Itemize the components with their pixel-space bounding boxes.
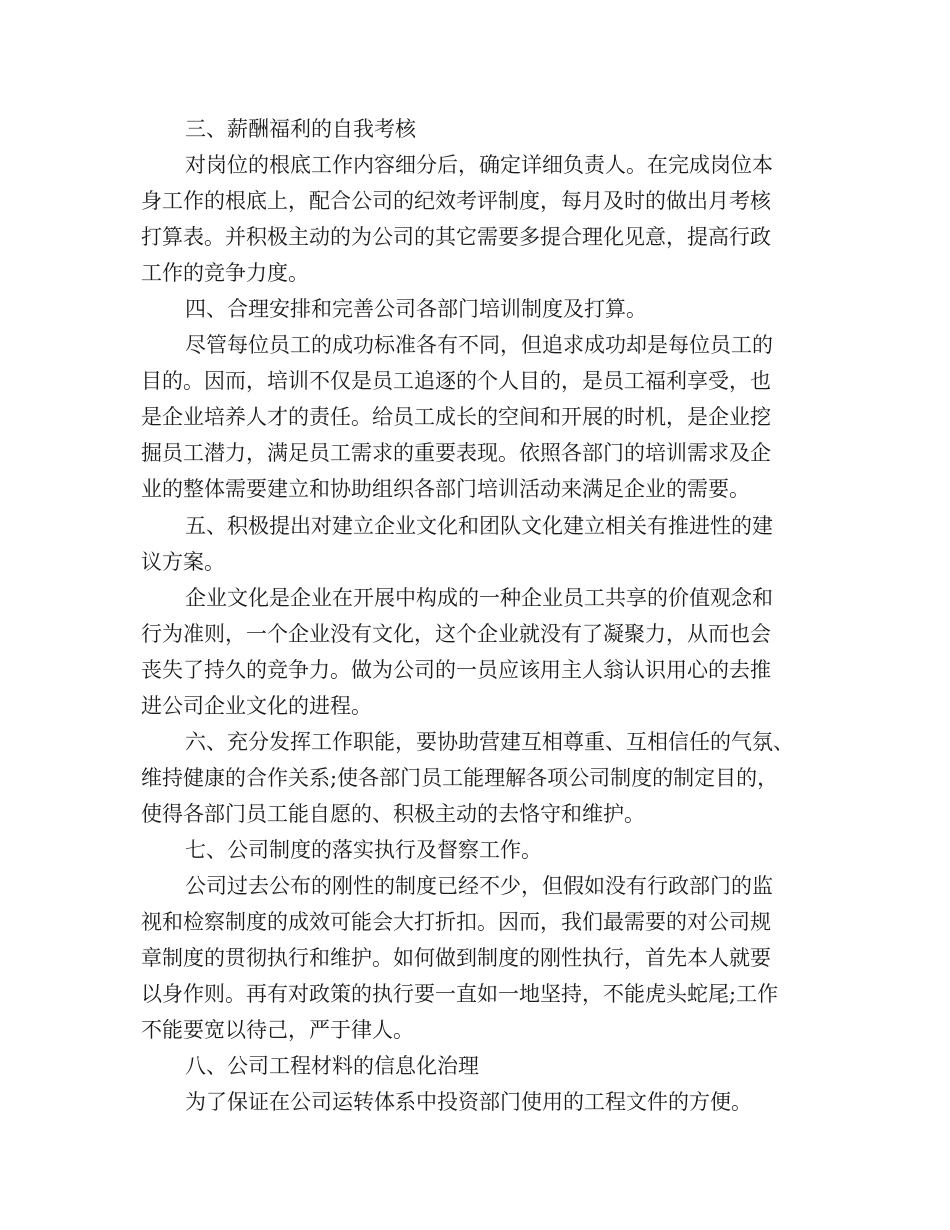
paragraph-line: 行为准则，一个企业没有文化，这个企业就没有了凝聚力，从而也会: [141, 622, 771, 646]
section-heading-5-continued: 议方案。: [141, 550, 225, 574]
paragraph-line: 不能要宽以待己，严于律人。: [141, 1018, 414, 1042]
paragraph-line: 工作的竞争力度。: [141, 261, 309, 285]
paragraph-line: 以身作则。再有对政策的执行要一直如一地坚持，不能虎头蛇尾;工作: [141, 982, 779, 1006]
paragraph-line: 视和检察制度的成效可能会大打折扣。因而，我们最需要的对公司规: [141, 910, 771, 934]
paragraph-line: 身工作的根底上，配合公司的纪效考评制度，每月及时的做出月考核: [141, 189, 771, 213]
paragraph-line: 企业文化是企业在开展中构成的一种企业员工共享的价值观念和: [185, 586, 773, 610]
section-heading-8: 八、公司工程材料的信息化治理: [185, 1054, 479, 1078]
paragraph-line: 业的整体需要建立和协助组织各部门培训活动来满足企业的需要。: [141, 477, 750, 501]
paragraph-line: 章制度的贯彻执行和维护。如何做到制度的刚性执行，首先本人就要: [141, 946, 771, 970]
section-heading-5: 五、积极提出对建立企业文化和团队文化建立相关有推进性的建: [185, 514, 773, 538]
paragraph-line: 是企业培养人才的责任。给员工成长的空间和开展的时机，是企业挖: [141, 405, 771, 429]
paragraph-line: 掘员工潜力，满足员工需求的重要表现。依照各部门的培训需求及企: [141, 441, 771, 465]
paragraph-line: 进公司企业文化的进程。: [141, 694, 372, 718]
paragraph-line: 尽管每位员工的成功标准各有不同，但追求成功却是每位员工的: [185, 333, 773, 357]
paragraph-line: 目的。因而，培训不仅是员工追逐的个人目的，是员工福利享受，也: [141, 369, 771, 393]
section-heading-7: 七、公司制度的落实执行及督察工作。: [185, 838, 542, 862]
paragraph-line: 维持健康的合作关系;使各部门员工能理解各项公司制度的制定目的，: [141, 766, 779, 790]
paragraph-line: 公司过去公布的刚性的制度已经不少，但假如没有行政部门的监: [185, 874, 773, 898]
paragraph-line: 为了保证在公司运转体系中投资部门使用的工程文件的方便。: [185, 1090, 752, 1114]
section-heading-3: 三、薪酬福利的自我考核: [185, 117, 416, 141]
paragraph-line: 打算表。并积极主动的为公司的其它需要多提合理化见意，提高行政: [141, 225, 771, 249]
section-heading-4: 四、合理安排和完善公司各部门培训制度及打算。: [185, 297, 647, 321]
paragraph-line: 丧失了持久的竞争力。做为公司的一员应该用主人翁认识用心的去推: [141, 658, 771, 682]
paragraph-line: 对岗位的根底工作内容细分后，确定详细负责人。在完成岗位本: [185, 153, 773, 177]
section-heading-6: 六、充分发挥工作职能，要协助营建互相尊重、互相信任的气氛、: [185, 730, 794, 754]
paragraph-line: 使得各部门员工能自愿的、积极主动的去恪守和维护。: [141, 802, 645, 826]
